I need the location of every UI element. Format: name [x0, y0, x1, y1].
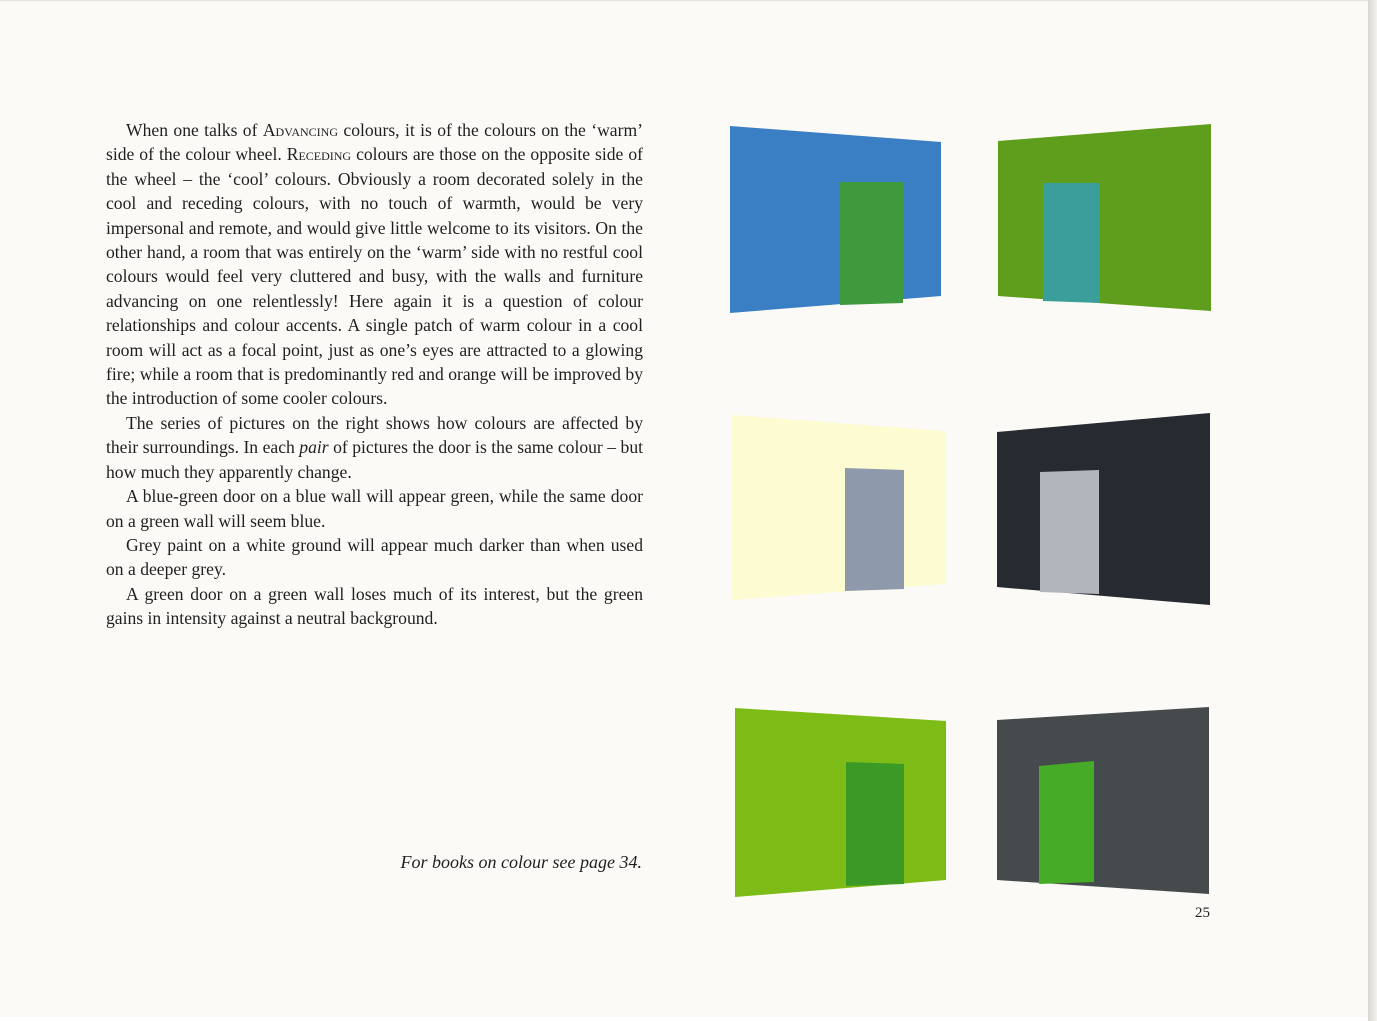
wall: [997, 707, 1209, 894]
door: [840, 182, 903, 305]
door: [1043, 183, 1100, 303]
door: [1039, 761, 1094, 884]
paragraph-green-door: A green door on a green wall loses much of its interest, but the green gains in intensity against a neutral background.: [106, 583, 643, 629]
paragraph-series-of-pictures: [106, 411, 643, 484]
paragraph-1-lead: When one talks of: [126, 120, 263, 140]
plate-blue-wall: [730, 126, 941, 313]
paragraph-advancing-receding: [106, 118, 643, 411]
wall: [735, 708, 946, 897]
term-receding: Receding: [286, 144, 352, 165]
door: [846, 762, 904, 886]
page-edge-shadow: [1368, 0, 1377, 1021]
term-pair: pair: [299, 437, 329, 458]
wall: [732, 415, 946, 600]
paragraph-2-lead: The series of pictures on the right shows how colours are affected by their surroundings. In each: [106, 412, 643, 458]
colour-plates: [700, 100, 1240, 920]
plate-green-wall: [998, 124, 1211, 311]
page-number: 25: [1195, 905, 1210, 921]
reference-page: 34.: [619, 852, 642, 872]
wall: [998, 124, 1211, 311]
plate-dark-grey-wall: [997, 413, 1210, 605]
plate-green-wall-green-door: [735, 708, 946, 897]
paragraph-1-mid: colours, it is of the colours on the ‘warm’ side of the colour wheel.: [106, 120, 643, 165]
paragraph-blue-green-door: A blue-green door on a blue wall will appear green, while the same door on a green wall will seem blue.: [106, 486, 643, 531]
reference-text: For books on colour see page: [400, 852, 620, 872]
plate-white-wall: [732, 415, 946, 600]
book-reference: [330, 852, 642, 873]
paragraph-2-tail: of pictures the door is the same colour – but how much they apparently change.: [106, 437, 643, 482]
wall: [997, 413, 1210, 605]
body-text: [106, 118, 643, 631]
wall: [730, 126, 941, 313]
paragraph-grey-paint: Grey paint on a white ground will appear much darker than when used on a deeper grey.: [106, 534, 643, 580]
plate-neutral-wall-green-door: [997, 707, 1209, 894]
paragraph-1-tail: colours are those on the opposite side of the wheel – the ‘cool’ colours. Obviously a room decorated solely in the cool and receding colours, with no touch of warmth, would be very impersonal and remote, and would give little welcome to its visitors. On the other hand, a room that was entirely on the ‘warm’ side with no restful cool colours would feel very cluttered and busy, with the walls and furniture advancing on one relentlessly! Here again it is a question of colour relationships and colour accents. A single patch of warm colour in a cool room will act as a focal point, just as one’s eyes are attracted to a glowing fire; while a room that is predominantly red and orange will be improved by the introduction of some cooler colours.: [106, 144, 643, 409]
door: [845, 468, 904, 591]
term-advancing: Advancing: [262, 120, 338, 140]
colour-plates-svg: [700, 100, 1240, 920]
door: [1040, 470, 1099, 594]
